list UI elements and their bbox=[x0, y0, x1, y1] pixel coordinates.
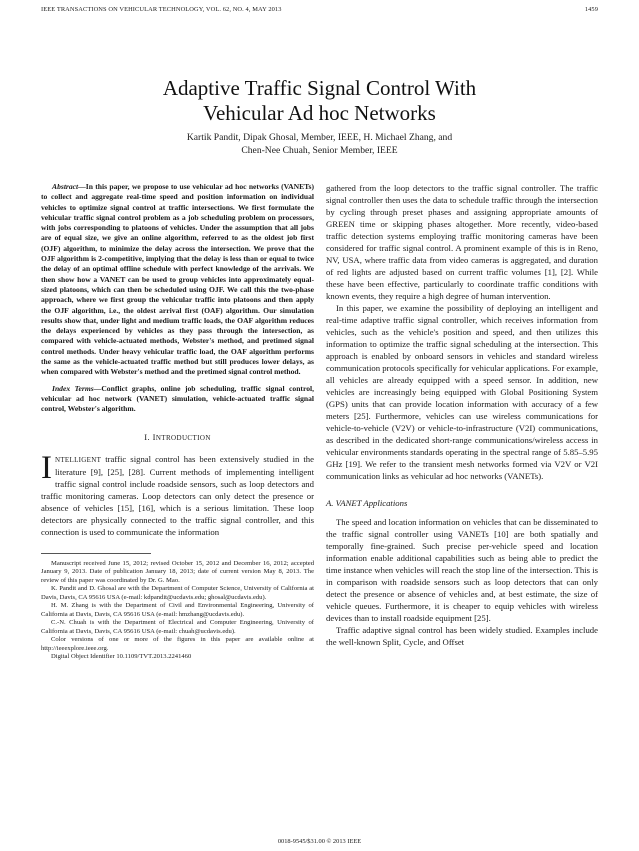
footnote-doi: Digital Object Identifier 10.1109/TVT.2013.2241460 bbox=[51, 653, 192, 661]
subsection-heading-vanet: A. VANET Applications bbox=[326, 498, 408, 508]
index-terms-lead: Index Terms bbox=[52, 383, 94, 393]
paragraph: The speed and location information on vehicles that can be disseminated to the traffic signal controller using VANETs [10] are both spatially and temporally fine-grained. Such precise per-vehicle speed and location information enable additional capabilities such as being able to predict the time instance when vehicles will reach the stop line of the intersection. This is in comparison with roadside sensors such as loop detectors that can only detect the presence or absence of vehicles and, at best estimate, the size of vehicle queues. Furthermore, it is cheaper to equip vehicles with wireless devices than to install roadside equipment [25]. bbox=[326, 517, 598, 623]
footnote-zhang: H. M. Zhang is with the Department of Civil and Environmental Engineering, University of California at Davis, Davis, CA 95616 USA (e-mail: hmzhang@ucdavis.edu). bbox=[41, 602, 314, 618]
abstract bbox=[41, 182, 314, 378]
footnote-divider bbox=[41, 553, 151, 554]
footnote-color-versions: Color versions of one or more of the figures in this paper are available online at http://ieeexplore.ieee.org. bbox=[41, 636, 314, 652]
abstract-lead: Abstract bbox=[52, 182, 79, 191]
paper-title bbox=[0, 76, 639, 126]
abstract-text: —In this paper, we propose to use vehicular ad hoc networks (VANETs) to collect and aggregate real-time speed and position information on individual vehicles to optimize signal control at traffic intersections. We first formulate the vehicular traffic signal control problem as a job scheduling problem on processors, with jobs corresponding to platoons of vehicles. Under the assumption that all jobs are of equal size, we give an online algorithm, referred to as the oldest job first (OJF) algorithm, to minimize the delay across the intersection. We prove that the OJF algorithm is 2-competitive, implying that the delay is less than or equal to twice the delay of an optimal offline schedule with perfect knowledge of the arrivals. We then show how a VANET can be used to group vehicles into approximately equal-sized platoons, which can then be scheduled using OJF. We call this the two-phase approach, where we first group the vehicular traffic into platoons and then apply the OJF algorithm, i.e., the oldest arrival first (OAF) algorithm. Our simulation results show that, under light and medium traffic loads, the OAF algorithm reduces the delays experienced by vehicles as they pass through the intersection, as compared with vehicle-actuated methods, Webster's method, and pretimed signal control methods. Under heavy vehicular traffic load, the OAF algorithm performs the same as the vehicle-actuated traffic method but still produces lower delays, as when compared with Webster's method and the pretimed signal control method. bbox=[41, 182, 314, 377]
paragraph: gathered from the loop detectors to the traffic signal controller. The traffic signal controller then uses the data to schedule traffic through the intersection by cycling through preset phases and assigning appropriate amounts of GREEN time or skipping phases altogether. More recently, video-based traffic detection systems employing traffic monitoring cameras have been considered for traffic signal control. A prominent example of this is in Reno, NV, USA, where traffic data from video cameras is aggregated, and duration of red lights are adjusted based on current traffic volumes [1], [2]. While these have been effective, particularly to coordinate traffic conditions with known events, they require a high degree of human intervention. bbox=[326, 183, 598, 301]
running-header bbox=[41, 6, 598, 18]
left-column bbox=[41, 182, 314, 662]
intro-text: traffic signal control has been extensively studied in the literature [9], [25], [28]. Current methods of implementing intelligent traffic signal control include roadside sensors, such as loop detectors and traffic monitoring cameras. Loop detectors can only detect the presence or absence of vehicles [15], [16], which is a serious limitation. These loop detectors are physically connected to the traffic signal controller, and this connection is used to communicate the information bbox=[41, 453, 314, 537]
page-number: 1459 bbox=[584, 6, 598, 13]
paragraph: Traffic adaptive signal control has been widely studied. Examples include the well-known Split, Cycle, and Offset bbox=[326, 625, 598, 647]
drop-cap: I bbox=[41, 449, 52, 486]
title-line-1: Adaptive Traffic Signal Control With bbox=[162, 76, 477, 100]
index-terms bbox=[41, 384, 314, 415]
section-heading-introduction: I. INTRODUCTION bbox=[144, 431, 211, 442]
intro-lead-caps: NTELLIGENT bbox=[55, 455, 102, 464]
intro-paragraph bbox=[41, 449, 314, 538]
author-list bbox=[0, 131, 639, 157]
footnote-manuscript: Manuscript received June 15, 2012; revised October 15, 2012 and December 16, 2012; accepted January 9, 2013. Date of publication January 18, 2013; date of current version May 8, 2013. The review of this paper was coordinated by Dr. G. Mao. bbox=[41, 559, 314, 584]
right-column bbox=[326, 182, 598, 648]
authors-line-2: Chen-Nee Chuah, Senior Member, IEEE bbox=[241, 145, 398, 156]
title-line-2: Vehicular Ad hoc Networks bbox=[203, 101, 436, 125]
footnotes bbox=[41, 560, 314, 662]
copyright-footer: 0018-9545/$31.00 © 2013 IEEE bbox=[277, 838, 362, 845]
paragraph: In this paper, we examine the possibility of deploying an intelligent and real-time adaptive traffic signal controller, which receives information from vehicles, such as the vehicle's position and speed, and then utilizes this information to optimize the traffic signal scheduling at the intersection. This approach is enabled by onboard sensors in vehicles and standard wireless communication protocols specifically for vehicular applications. For example, all vehicles are already equipped with a speed sensor. In addition, new vehicles are increasingly being equipped with Global Positioning System (GPS) units that can provide location information with accuracy of a few meters [25]. Furthermore, vehicles can use wireless communications for vehicle-to-vehicle (V2V) or vehicle-to-infrastructure (V2I) communications, as described in the dedicated short-range communications/wireless access in vehicular environments standards operating in the spectral range of 5.85–5.95 GHz [19]. We refer to the transient mesh networks formed via V2V or V2I communication links as vehicular ad hoc networks (VANETs). bbox=[326, 303, 598, 481]
authors-line-1: Kartik Pandit, Dipak Ghosal, Member, IEEE, H. Michael Zhang, and bbox=[186, 132, 453, 143]
footnote-chuah: C.-N. Chuah is with the Department of Electrical and Computer Engineering, University of California at Davis, Davis, CA 95616 USA (e-mail: chuah@ucdavis.edu). bbox=[41, 619, 314, 635]
journal-name: IEEE TRANSACTIONS ON VEHICULAR TECHNOLOGY, VOL. 62, NO. 4, MAY 2013 bbox=[41, 6, 282, 13]
footnote-pandit-ghosal: K. Pandit and D. Ghosal are with the Department of Computer Science, University of California at Davis, Davis, CA 95616 USA (e-mail: kdpandit@ucdavis.edu; ghosal@ucdavis.edu). bbox=[41, 585, 314, 601]
index-terms-text: —Conflict graphs, online job scheduling, traffic signal control, vehicular ad hoc network (VANET) simulation, vehicle-actuated traffic signal control, Webster's algorithm. bbox=[41, 383, 314, 414]
